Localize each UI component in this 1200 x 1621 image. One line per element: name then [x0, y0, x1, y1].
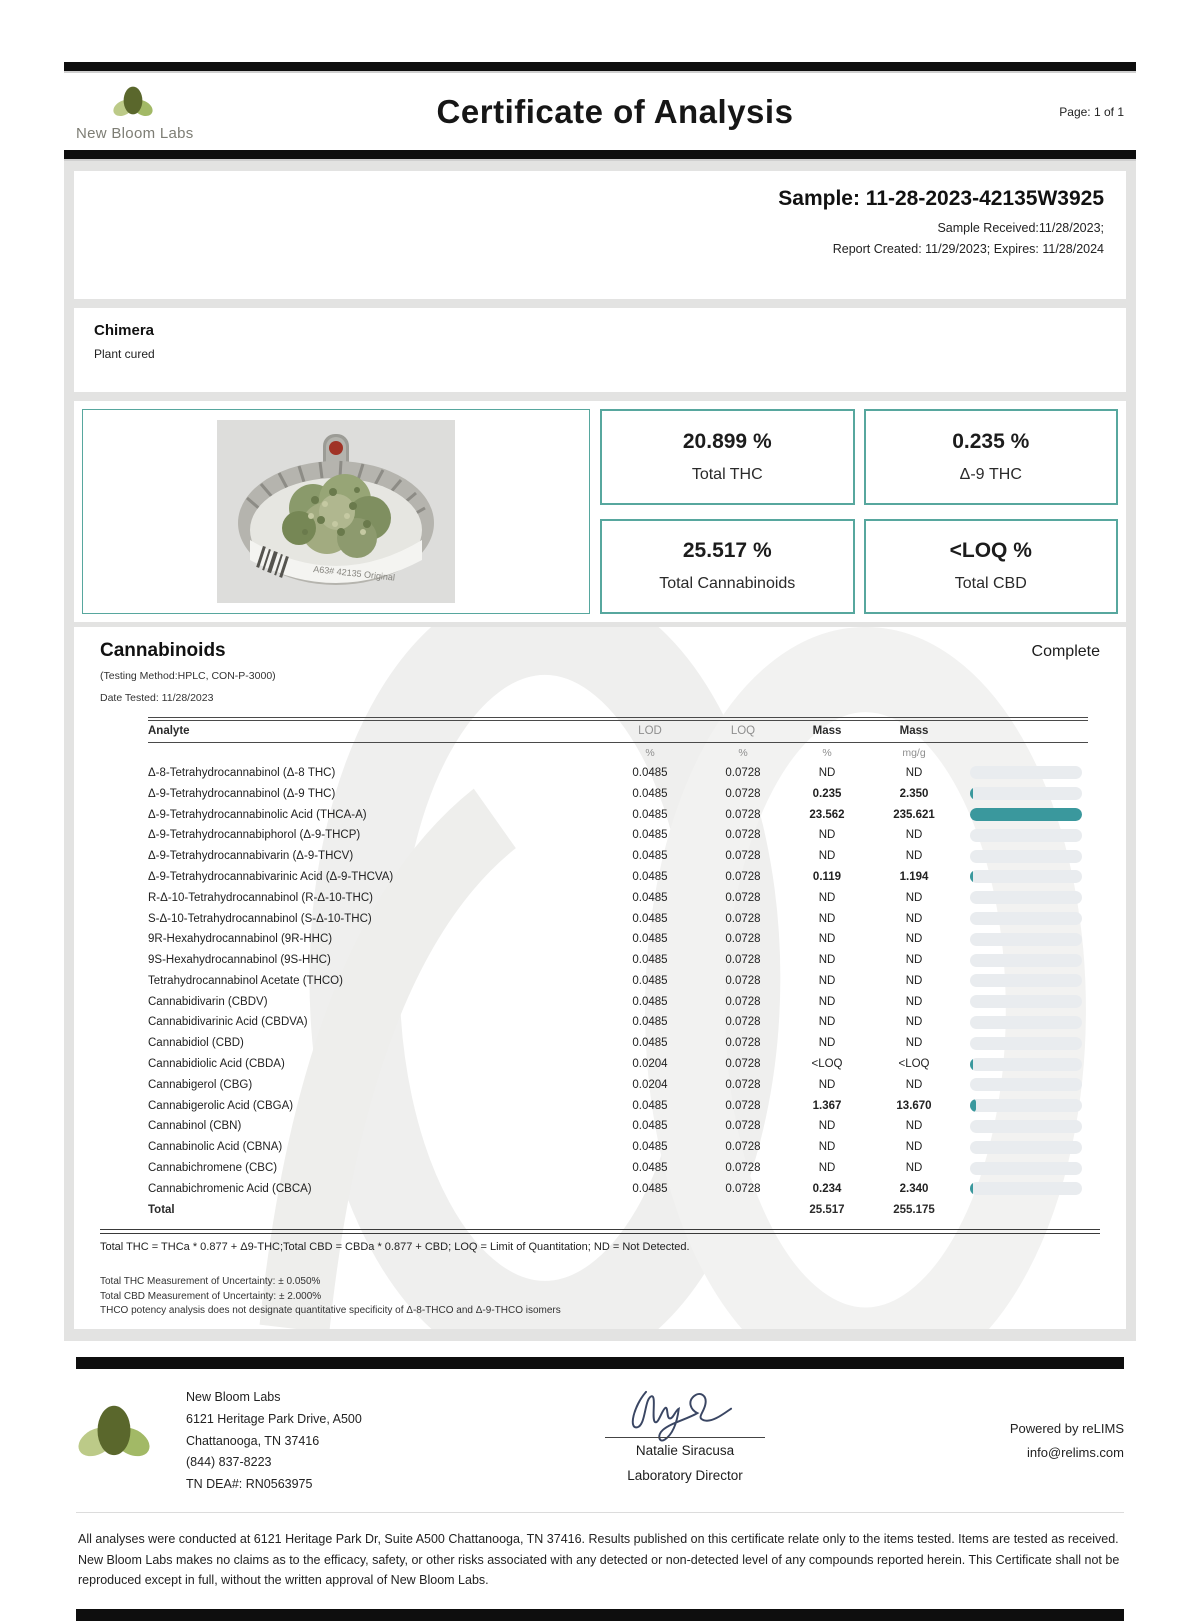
total-mass-pct: 25.517 — [809, 1204, 845, 1217]
summary-panel — [74, 401, 1126, 622]
table-row — [148, 867, 1088, 888]
signature-image — [610, 1383, 760, 1445]
lod-value: 0.0485 — [632, 974, 668, 987]
mass-pct-value: ND — [818, 954, 836, 967]
note-thco: THCO potency analysis does not designate quantitative specificity of Δ-8-THCO and Δ-9-THCO isomers — [100, 1305, 561, 1317]
lod-value: 0.0485 — [632, 891, 668, 904]
mass-mg-value: ND — [905, 912, 923, 925]
analyte-name: 9S-Hexahydrocannabinol (9S-HHC) — [148, 954, 331, 967]
analyte-name: Cannabidiolic Acid (CBDA) — [148, 1058, 285, 1071]
table-row — [148, 804, 1088, 825]
total-thc-label: Total THC — [691, 465, 763, 483]
mass-bar-track — [970, 1058, 1082, 1071]
loq-value: 0.0728 — [725, 974, 761, 987]
uncertainty-notes — [100, 1275, 1100, 1319]
unit-lod: % — [645, 746, 655, 759]
lod-value: 0.0204 — [632, 1058, 668, 1071]
col-mass-mg: Mass — [899, 725, 929, 738]
col-loq: LOQ — [730, 725, 756, 738]
mass-mg-value: <LOQ — [898, 1058, 930, 1071]
leaf-logo-icon-large — [76, 1397, 152, 1469]
document-footer — [64, 1369, 1136, 1496]
status-complete: Complete — [1031, 643, 1100, 660]
mass-mg-value: ND — [905, 1037, 923, 1050]
cannabinoids-panel — [74, 627, 1126, 1329]
table-row — [148, 1158, 1088, 1179]
lod-value: 0.0485 — [632, 1162, 668, 1175]
mass-pct-value: ND — [818, 829, 836, 842]
table-row — [148, 887, 1088, 908]
mass-mg-value: 235.621 — [893, 808, 935, 821]
lod-value: 0.0204 — [632, 1078, 668, 1091]
table-total-row — [148, 1199, 1088, 1221]
mass-bar-track — [970, 974, 1082, 987]
bottom-divider-bar — [76, 1609, 1124, 1621]
loq-value: 0.0728 — [725, 1058, 761, 1071]
lod-value: 0.0485 — [632, 787, 668, 800]
analyte-name: Cannabichromene (CBC) — [148, 1162, 278, 1175]
mass-bar-track — [970, 1182, 1082, 1195]
mass-pct-value: 23.562 — [809, 808, 845, 821]
lod-value: 0.0485 — [632, 766, 668, 779]
analyte-name: Δ-9-Tetrahydrocannabinol (Δ-9 THC) — [148, 787, 336, 800]
mass-bar-track — [970, 1037, 1082, 1050]
table-row — [148, 1116, 1088, 1137]
stat-total-cbd — [864, 519, 1119, 615]
table-row — [148, 950, 1088, 971]
table-row — [148, 991, 1088, 1012]
report-created-expires: Report Created: 11/29/2023; Expires: 11/28/2024 — [832, 242, 1104, 256]
mass-mg-value: 1.194 — [899, 870, 929, 883]
stat-delta9-thc — [864, 409, 1119, 505]
mass-mg-value: ND — [905, 954, 923, 967]
table-row — [148, 1033, 1088, 1054]
top-divider-bar — [64, 62, 1136, 73]
loq-value: 0.0728 — [725, 995, 761, 1008]
sample-photo — [217, 420, 455, 603]
loq-value: 0.0728 — [725, 1037, 761, 1050]
lod-value: 0.0485 — [632, 933, 668, 946]
analyte-name: Cannabidivarinic Acid (CBDVA) — [148, 1016, 308, 1029]
lod-value: 0.0485 — [632, 912, 668, 925]
lab-address-block — [186, 1383, 466, 1496]
lod-value: 0.0485 — [632, 954, 668, 967]
lod-value: 0.0485 — [632, 1037, 668, 1050]
mass-bar-fill — [970, 1182, 973, 1195]
loq-value: 0.0728 — [725, 912, 761, 925]
mass-pct-value: ND — [818, 1037, 836, 1050]
signature-underline — [605, 1437, 765, 1438]
col-analyte: Analyte — [148, 725, 190, 738]
analyte-name: Cannabigerol (CBG) — [148, 1078, 253, 1091]
analyte-name: Cannabinolic Acid (CBNA) — [148, 1141, 283, 1154]
mass-pct-value: ND — [818, 1078, 836, 1091]
disclaimer-text: All analyses were conducted at 6121 Heritage Park Dr, Suite A500 Chattanooga, TN 37416. Results published on this certificate relate only to the items tested. Items are tested as received. New Bloom Labs makes no claims as to the efficacy, safety, or other risks associated with any detected or non-detected level of any compounds reported herein. This Certificate shall not be reproduced except in full, without the written approval of New Bloom Labs. — [76, 1512, 1124, 1605]
analyte-name: Tetrahydrocannabinol Acetate (THCO) — [148, 974, 343, 987]
mass-mg-value: ND — [905, 1141, 923, 1154]
analyte-name: Δ-9-Tetrahydrocannabiphorol (Δ-9-THCP) — [148, 829, 361, 842]
date-tested: Date Tested: 11/28/2023 — [100, 692, 214, 705]
mass-bar-fill — [970, 808, 1082, 821]
mass-bar-track — [970, 1016, 1082, 1029]
table-row — [148, 1054, 1088, 1075]
total-cannabinoids-value: 25.517 % — [682, 539, 772, 563]
loq-value: 0.0728 — [725, 1099, 761, 1112]
analyte-name: Δ-8-Tetrahydrocannabinol (Δ-8 THC) — [148, 766, 336, 779]
cannabinoids-table — [148, 717, 1088, 1222]
lab-logo-text: New Bloom Labs — [76, 125, 194, 142]
delta9-thc-value: 0.235 % — [952, 429, 1030, 453]
mass-pct-value: ND — [818, 974, 836, 987]
mass-bar-fill — [970, 1058, 973, 1071]
table-row — [148, 1178, 1088, 1199]
mass-bar-track — [970, 766, 1082, 779]
table-row — [148, 1137, 1088, 1158]
mass-pct-value: 0.119 — [812, 870, 842, 883]
analyte-name: Cannabidivarin (CBDV) — [148, 995, 268, 1008]
mass-pct-value: ND — [818, 1016, 836, 1029]
table-row — [148, 929, 1088, 950]
mass-pct-value: ND — [818, 995, 836, 1008]
sample-info-panel — [74, 171, 1126, 299]
total-cbd-label: Total CBD — [954, 575, 1027, 593]
loq-value: 0.0728 — [725, 1182, 761, 1195]
total-cbd-value: <LOQ % — [949, 539, 1032, 563]
unit-loq: % — [738, 746, 748, 759]
mass-bar-track — [970, 954, 1082, 967]
mass-mg-value: ND — [905, 1078, 923, 1091]
footer-lab-name: New Bloom Labs — [186, 1389, 281, 1404]
content-area — [64, 161, 1136, 1341]
analyte-name: Δ-9-Tetrahydrocannabivarinic Acid (Δ-9-THCVA) — [148, 870, 394, 883]
footer-logo — [76, 1383, 186, 1474]
svg-text:A63# 42135 Original: A63# 42135 Original — [312, 564, 396, 583]
total-thc-value: 20.899 % — [682, 429, 772, 453]
unit-mass-mg: mg/g — [902, 746, 926, 759]
page-number-label: Page: 1 of 1 — [1059, 104, 1124, 119]
lab-logo — [76, 81, 256, 142]
potency-summary-grid — [600, 409, 1118, 614]
col-lod: LOD — [638, 725, 662, 738]
mass-mg-value: 2.350 — [899, 787, 929, 800]
footer-dea-number: TN DEA#: RN0563975 — [186, 1477, 313, 1492]
table-row — [148, 1095, 1088, 1116]
mass-pct-value: ND — [818, 766, 836, 779]
mass-mg-value: 2.340 — [899, 1182, 929, 1195]
cannabinoid-rows — [148, 763, 1088, 1200]
contact-email[interactable]: info@relims.com — [1027, 1445, 1124, 1461]
signature-block — [466, 1383, 904, 1483]
mass-pct-value: 1.367 — [812, 1099, 842, 1112]
mass-mg-value: 13.670 — [896, 1099, 932, 1112]
mass-mg-value: ND — [905, 995, 923, 1008]
sample-photo-frame — [82, 409, 590, 614]
total-label: Total — [148, 1204, 175, 1217]
loq-value: 0.0728 — [725, 933, 761, 946]
mass-bar-track — [970, 829, 1082, 842]
section-title-cannabinoids: Cannabinoids — [100, 640, 226, 661]
powered-by-block — [904, 1383, 1124, 1466]
mass-pct-value: ND — [818, 1162, 836, 1175]
total-mass-mg: 255.175 — [893, 1204, 935, 1217]
mass-pct-value: ND — [818, 1141, 836, 1154]
loq-value: 0.0728 — [725, 1078, 761, 1091]
loq-value: 0.0728 — [725, 850, 761, 863]
loq-value: 0.0728 — [725, 1141, 761, 1154]
note-cbd-uncertainty: Total CBD Measurement of Uncertainty: ± 2.000% — [100, 1290, 322, 1302]
loq-value: 0.0728 — [725, 870, 761, 883]
header-divider-bar — [64, 150, 1136, 161]
mass-pct-value: 0.234 — [812, 1182, 842, 1195]
analyte-name: S-Δ-10-Tetrahydrocannabinol (S-Δ-10-THC) — [148, 912, 372, 925]
mass-mg-value: ND — [905, 1016, 923, 1029]
loq-value: 0.0728 — [725, 1162, 761, 1175]
mass-bar-fill — [970, 787, 973, 800]
mass-pct-value: ND — [818, 891, 836, 904]
mass-bar-track — [970, 787, 1082, 800]
table-row — [148, 971, 1088, 992]
footer-address-line2: Chattanooga, TN 37416 — [186, 1433, 320, 1448]
table-row — [148, 1074, 1088, 1095]
delta9-thc-label: Δ-9 THC — [959, 465, 1022, 483]
mass-bar-track — [970, 1120, 1082, 1133]
analyte-name: Cannabinol (CBN) — [148, 1120, 242, 1133]
loq-value: 0.0728 — [725, 808, 761, 821]
loq-value: 0.0728 — [725, 1120, 761, 1133]
mass-mg-value: ND — [905, 766, 923, 779]
lod-value: 0.0485 — [632, 1120, 668, 1133]
mass-mg-value: ND — [905, 974, 923, 987]
mass-bar-fill — [970, 870, 973, 883]
mass-pct-value: <LOQ — [811, 1058, 843, 1071]
footer-phone: (844) 837-8223 — [186, 1455, 272, 1470]
loq-value: 0.0728 — [725, 1016, 761, 1029]
mass-bar-track — [970, 933, 1082, 946]
mass-bar-fill — [970, 1099, 976, 1112]
mass-bar-track — [970, 1099, 1082, 1112]
mass-mg-value: ND — [905, 891, 923, 904]
mass-bar-track — [970, 1078, 1082, 1091]
testing-method: (Testing Method:HPLC, CON-P-3000) — [100, 670, 276, 682]
analyte-name: R-Δ-10-Tetrahydrocannabinol (R-Δ-10-THC) — [148, 891, 373, 904]
lod-value: 0.0485 — [632, 1099, 668, 1112]
mass-pct-value: ND — [818, 912, 836, 925]
table-header-row — [148, 721, 1088, 743]
analyte-name: Δ-9-Tetrahydrocannabinolic Acid (THCA-A) — [148, 808, 367, 821]
table-units-row — [148, 743, 1088, 763]
loq-value: 0.0728 — [725, 829, 761, 842]
signer-title: Laboratory Director — [627, 1467, 743, 1483]
table-row — [148, 846, 1088, 867]
loq-value: 0.0728 — [725, 766, 761, 779]
table-row — [148, 908, 1088, 929]
sample-id: Sample: 11-28-2023-42135W3925 — [778, 187, 1104, 210]
table-row — [148, 763, 1088, 784]
mass-bar-track — [970, 1141, 1082, 1154]
mass-bar-track — [970, 1162, 1082, 1175]
mass-mg-value: ND — [905, 1120, 923, 1133]
product-panel — [74, 308, 1126, 392]
mass-bar-track — [970, 850, 1082, 863]
document-header — [64, 73, 1136, 150]
lod-value: 0.0485 — [632, 995, 668, 1008]
loq-value: 0.0728 — [725, 787, 761, 800]
mass-mg-value: ND — [905, 1162, 923, 1175]
stat-total-cannabinoids — [600, 519, 855, 615]
lod-value: 0.0485 — [632, 850, 668, 863]
mass-pct-value: ND — [818, 933, 836, 946]
powered-by-label: Powered by reLIMS — [1009, 1420, 1124, 1436]
footer-divider-bar — [76, 1357, 1124, 1369]
loq-value: 0.0728 — [725, 954, 761, 967]
analyte-name: Δ-9-Tetrahydrocannabivarin (Δ-9-THCV) — [148, 850, 354, 863]
table-row — [148, 783, 1088, 804]
mass-bar-track — [970, 912, 1082, 925]
leaf-logo-icon — [110, 81, 156, 123]
mass-mg-value: ND — [905, 850, 923, 863]
analyte-name: 9R-Hexahydrocannabinol (9R-HHC) — [148, 933, 333, 946]
mass-pct-value: ND — [818, 850, 836, 863]
lod-value: 0.0485 — [632, 1141, 668, 1154]
footer-address-line1: 6121 Heritage Park Drive, A500 — [186, 1411, 362, 1426]
table-row — [148, 1012, 1088, 1033]
product-type: Plant cured — [94, 347, 155, 361]
stat-total-thc — [600, 409, 855, 505]
document-title: Certificate of Analysis — [436, 92, 794, 130]
product-name: Chimera — [94, 322, 155, 339]
mass-mg-value: ND — [905, 933, 923, 946]
mass-bar-track — [970, 891, 1082, 904]
analyte-name: Cannabidiol (CBD) — [148, 1037, 244, 1050]
mass-mg-value: ND — [905, 829, 923, 842]
mass-bar-track — [970, 870, 1082, 883]
note-thc-uncertainty: Total THC Measurement of Uncertainty: ± 0.050% — [100, 1276, 321, 1288]
col-mass-pct: Mass — [812, 725, 842, 738]
loq-value: 0.0728 — [725, 891, 761, 904]
unit-mass-pct: % — [822, 746, 832, 759]
lod-value: 0.0485 — [632, 870, 668, 883]
lod-value: 0.0485 — [632, 808, 668, 821]
table-bottom-rule — [100, 1229, 1100, 1234]
signer-name: Natalie Siracusa — [635, 1442, 735, 1458]
sample-received-date: Sample Received:11/28/2023; — [937, 221, 1104, 235]
mass-pct-value: 0.235 — [812, 787, 842, 800]
analyte-name: Cannabichromenic Acid (CBCA) — [148, 1182, 312, 1195]
calculation-footnote: Total THC = THCa * 0.877 + Δ9-THC;Total CBD = CBDa * 0.877 + CBD; LOQ = Limit of Quantitation; ND = Not Detected. — [100, 1241, 690, 1254]
mass-pct-value: ND — [818, 1120, 836, 1133]
lod-value: 0.0485 — [632, 829, 668, 842]
mass-bar-track — [970, 808, 1082, 821]
lod-value: 0.0485 — [632, 1182, 668, 1195]
total-cannabinoids-label: Total Cannabinoids — [659, 575, 796, 593]
mass-bar-track — [970, 995, 1082, 1008]
analyte-name: Cannabigerolic Acid (CBGA) — [148, 1099, 294, 1112]
lod-value: 0.0485 — [632, 1016, 668, 1029]
table-row — [148, 825, 1088, 846]
